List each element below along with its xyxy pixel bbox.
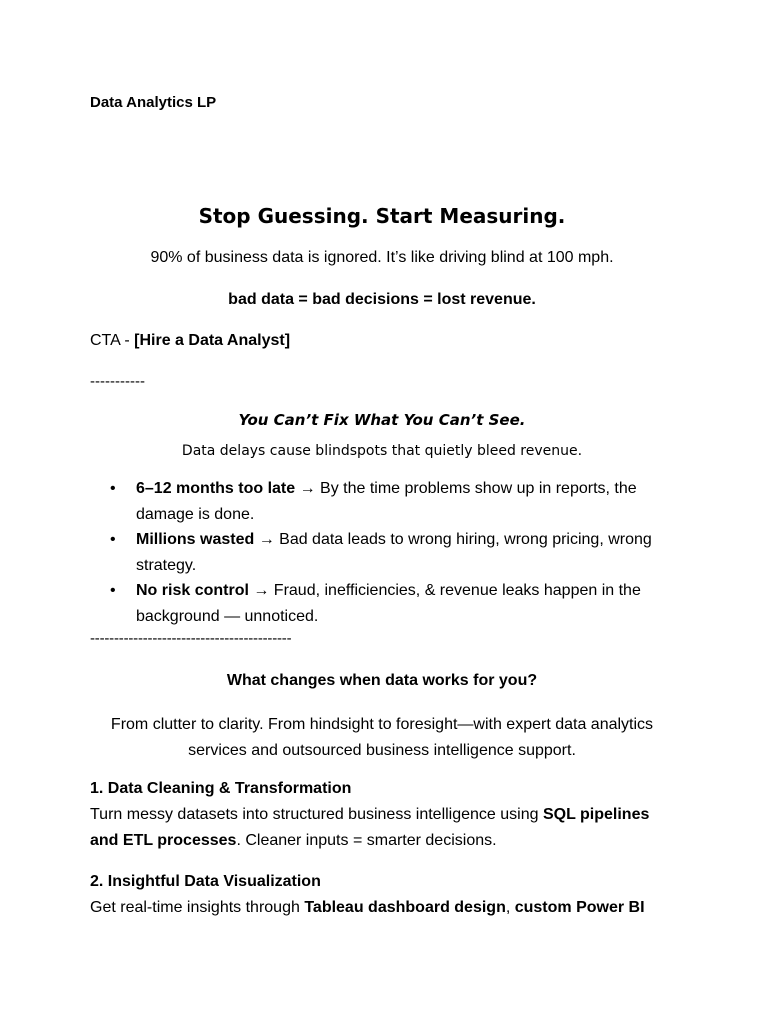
service-description: [90, 802, 674, 854]
service-data-visualization: [90, 869, 674, 921]
hero-equation: bad data = bad decisions = lost revenue.: [228, 291, 536, 308]
problem-bullet-list: [90, 476, 674, 629]
divider-short: -----------: [90, 373, 145, 390]
service-bold: custom Power BI: [514, 899, 645, 916]
problem-subtitle: Data delays cause blindspots that quietly bleed revenue.: [181, 443, 583, 459]
service-data-cleaning: [90, 776, 674, 854]
service-text: . Cleaner inputs = smarter decisions.: [236, 832, 497, 849]
service-description: [90, 895, 674, 921]
bullet-text: → By the time problems show up in reports, the damage is done.: [136, 480, 637, 523]
hero-subline: 90% of business data is ignored. It’s like driving blind at 100 mph.: [150, 249, 614, 266]
bullet-icon: •: [110, 582, 116, 599]
bullet-icon: •: [110, 531, 116, 548]
cta-prefix: CTA -: [90, 332, 135, 349]
service-text: ,: [505, 899, 515, 916]
bullet-bold: Millions wasted: [136, 531, 255, 548]
list-item: [90, 476, 674, 528]
service-title: 1. Data Cleaning & Transformation: [90, 780, 352, 797]
list-item: [90, 578, 674, 630]
service-title: 2. Insightful Data Visualization: [90, 873, 321, 890]
service-text: Turn messy datasets into structured business intelligence using: [90, 806, 543, 823]
bullet-icon: •: [110, 480, 116, 497]
hero-headline: Stop Guessing. Start Measuring.: [198, 204, 566, 228]
divider-long: ------------------------------------------: [90, 630, 292, 647]
problem-title: You Can’t Fix What You Can’t See.: [238, 411, 526, 429]
cta-label: [Hire a Data Analyst]: [134, 332, 291, 349]
solution-intro: From clutter to clarity. From hindsight to foresight—with expert data analytics services and outsourced business intelligence support.: [110, 716, 654, 759]
service-text: Get real-time insights through: [90, 899, 305, 916]
solution-question: What changes when data works for you?: [226, 672, 538, 689]
service-bold: Tableau dashboard design: [304, 899, 506, 916]
bullet-text: → Bad data leads to wrong hiring, wrong pricing, wrong strategy.: [136, 531, 652, 574]
bullet-text: → Fraud, inefficiencies, & revenue leaks happen in the background — unnoticed.: [136, 582, 641, 625]
cta-line: [90, 332, 290, 350]
bullet-bold: No risk control: [136, 582, 249, 599]
service-bold: SQL pipelines and ETL processes: [90, 806, 650, 849]
list-item: [90, 527, 674, 579]
bullet-bold: 6–12 months too late: [136, 480, 296, 497]
document-title: Data Analytics LP: [90, 94, 217, 111]
